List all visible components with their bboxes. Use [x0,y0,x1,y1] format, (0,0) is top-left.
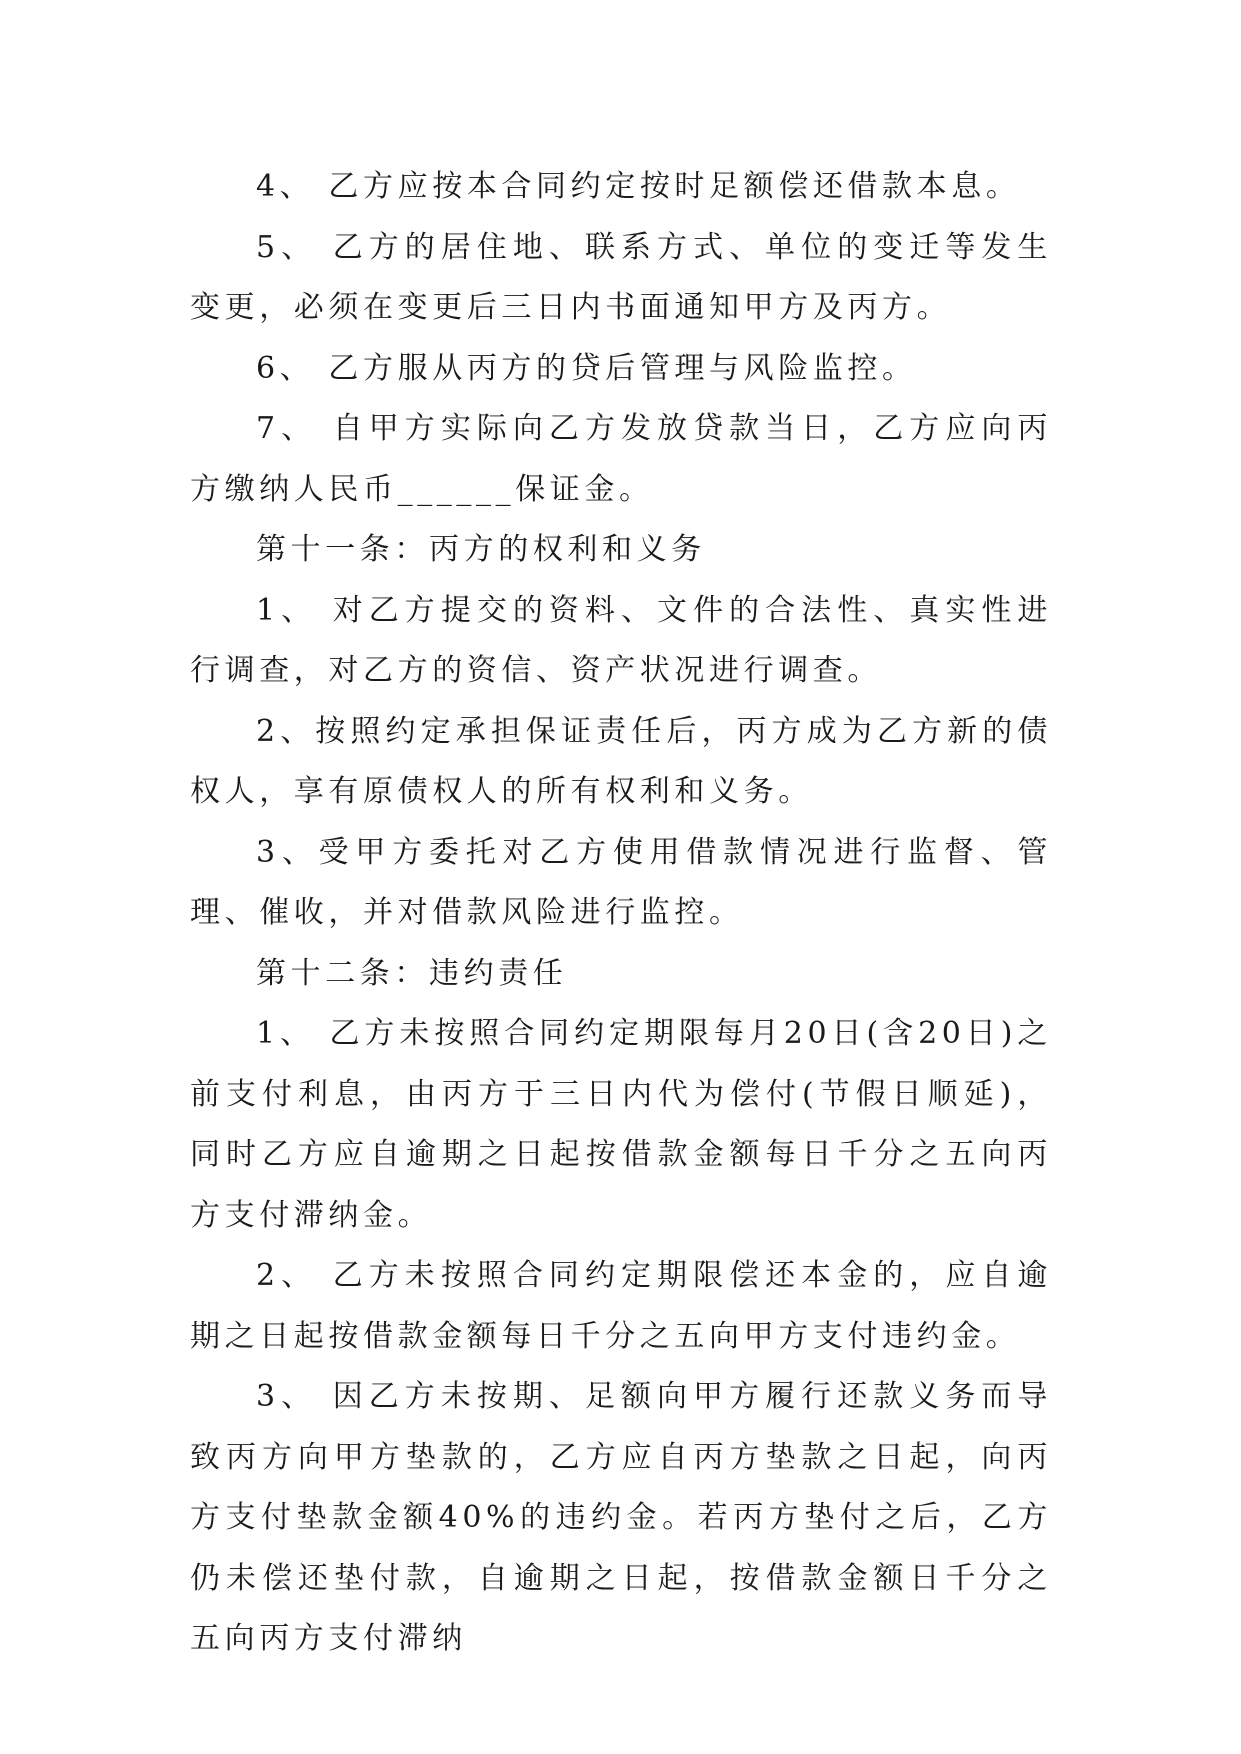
clause-4-repayment: 4、 乙方应按本合同约定按时足额偿还借款本息。 [256,169,1021,204]
article-12-item-2: 2、 乙方未按照合同约定期限偿还本金的，应自逾期之日起按借款金额每日千分之五向甲方支付违约金。 [190,1258,1052,1354]
document-body [190,157,1052,1670]
article-12-item-1: 1、 乙方未按照合同约定期限每月20日(含20日)之前支付利息，由丙方于三日内代为偿付(节假日顺延)，同时乙方应自逾期之日起按借款金额每日千分之五向丙方支付滞纳金。 [190,1016,1052,1233]
article-12-item-3: 3、 因乙方未按期、足额向甲方履行还款义务而导致丙方向甲方垫款的，乙方应自丙方垫款之日起，向丙方支付垫款金额40%的违约金。若丙方垫付之后，乙方仍未偿还垫付款，自逾期之日起，按借款金额日千分之五向丙方支付滞纳 [190,1379,1052,1656]
article-12-heading: 第十二条：违约责任 [256,955,568,991]
clause-7-deposit: 7、 自甲方实际向乙方发放贷款当日，乙方应向丙方缴纳人民币______保证金。 [190,411,1052,507]
article-11-heading: 第十一条：丙方的权利和义务 [256,532,706,567]
clause-5-change-notice: 5、 乙方的居住地、联系方式、单位的变迁等发生变更，必须在变更后三日内书面通知甲方及丙方。 [190,229,1052,325]
article-11-item-2: 2、按照约定承担保证责任后，丙方成为乙方新的债权人，享有原债权人的所有权利和义务。 [190,713,1052,809]
clause-6-post-loan-management: 6、 乙方服从丙方的贷后管理与风险监控。 [256,350,917,386]
article-11-item-1: 1、 对乙方提交的资料、文件的合法性、真实性进行调查，对乙方的资信、资产状况进行调查。 [190,592,1052,688]
article-11-item-3: 3、受甲方委托对乙方使用借款情况进行监督、管理、催收，并对借款风险进行监控。 [190,834,1052,930]
